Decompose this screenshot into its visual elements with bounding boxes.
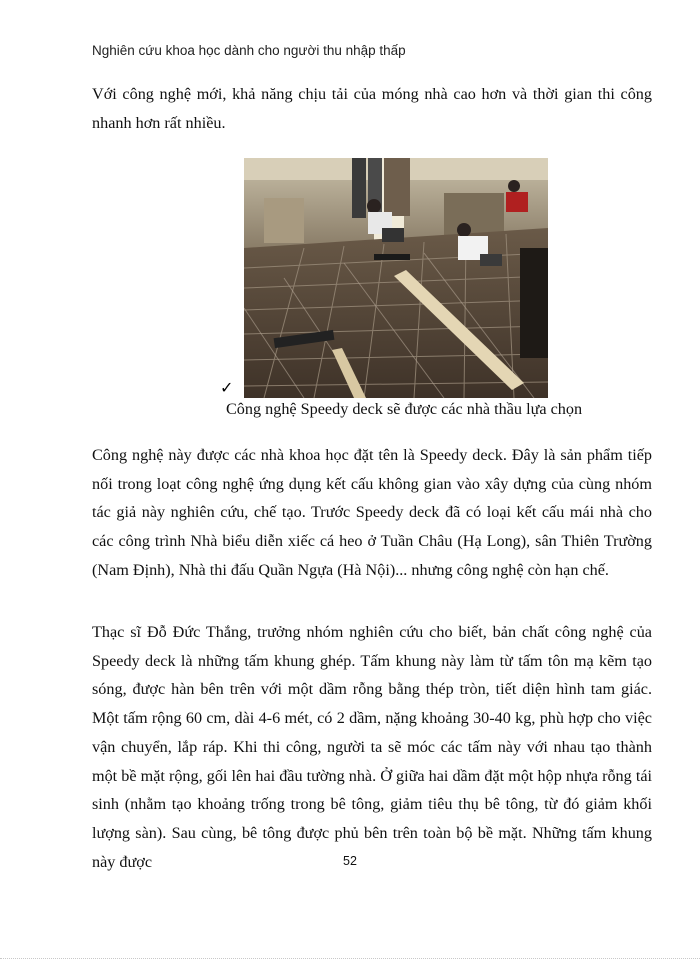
page-bottom-divider — [0, 958, 700, 959]
speedy-deck-paragraph: Công nghệ này được các nhà khoa học đặt tên là Speedy deck. Đây là sản phẩm tiếp nối trong loạt công nghệ ứng dụng kết cấu không gian vào xây dựng của cùng nhóm tác giả này nghiên cứu, chế tạo. Trước Speedy deck đã có loại kết cấu mái nhà cho các công trình Nhà biểu diễn xiếc cá heo ở Tuần Châu (Hạ Long), sân Thiên Trường (Nam Định), Nhà thi đấu Quần Ngựa (Hà Nội)... nhưng công nghệ còn hạn chế. — [92, 446, 652, 579]
page-header: Nghiên cứu khoa học dành cho người thu nhập thấp — [92, 43, 406, 58]
page-number: 52 — [343, 854, 357, 868]
figure-marker: ✓ — [220, 378, 234, 397]
intro-paragraph: Với công nghệ mới, khả năng chịu tải của móng nhà cao hơn và thời gian thi công nhanh hơn rất nhiều. — [92, 85, 652, 132]
construction-photo — [244, 158, 548, 398]
figure-caption: Công nghệ Speedy deck sẽ được các nhà thầu lựa chọn — [226, 400, 583, 418]
technical-description-paragraph: Thạc sĩ Đỗ Đức Thắng, trưởng nhóm nghiên cứu cho biết, bản chất công nghệ của Speedy deck là những tấm khung ghép. Tấm khung này làm từ tấm tôn mạ kẽm tạo sóng, được hàn bên trên với một dầm rỗng bằng thép tròn, tiết diện hình tam giác. Một tấm rộng 60 cm, dài 4-6 mét, có 2 dầm, nặng khoảng 30-40 kg, phù hợp cho việc vận chuyển, lắp ráp. Khi thi công, người ta sẽ móc các tấm này với nhau tạo thành một bề mặt rộng, gối lên hai đầu tường nhà. Ở giữa hai dầm đặt một hộp nhựa rỗng tái sinh (nhằm tạo khoảng trống trong bê tông, giảm tiêu thụ bê tông, từ đó giảm khối lượng sàn). Sau cùng, bê tông được phủ bên trên toàn bộ bề mặt. Những tấm khung này được — [92, 623, 652, 871]
